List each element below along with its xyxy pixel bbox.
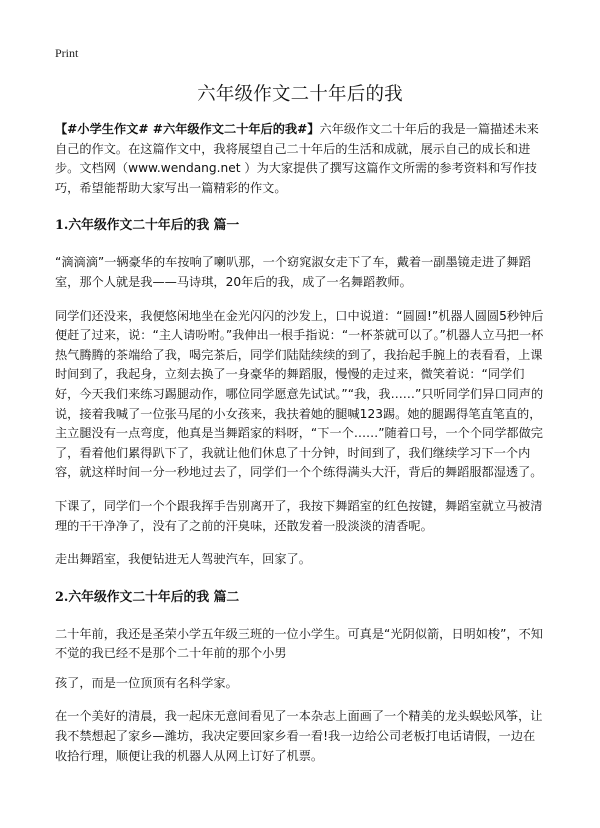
section-1-paragraph-4: 走出舞蹈室，我便钻进无人驾驶汽车，回家了。 xyxy=(55,552,311,567)
intro-tags: 【#小学生作文# #六年级作文二十年后的我#】 xyxy=(55,122,320,136)
document-title: 六年级作文二十年后的我 xyxy=(197,84,403,105)
section-1-paragraph-1: “滴滴滴”一辆豪华的车按响了喇叭那，一个窈窕淑女走下了车，戴着一副墨镜走进了舞蹈室，那个人就是我——马诗琪，20年后的我，成了一名舞蹈教师。 xyxy=(55,255,531,289)
section-2-paragraph-3: 在一个美好的清晨，我一起床无意间看见了一本杂志上面画了一个精美的龙头蜈蚣风筝，让我不禁想起了家乡—潍坊，我决定要回家乡看一看!我一边给公司老板打电话请假，一边在收拾行理，顺便让我的机器人从网上订好了机票。 xyxy=(55,709,543,763)
section-2-paragraph-2: 孩了，而是一位顶顶有名科学家。 xyxy=(55,675,238,690)
section-2-heading: 2.六年级作文二十年后的我 篇二 xyxy=(55,589,240,605)
section-1-paragraph-3: 下课了，同学们一个个跟我挥手告别离开了，我按下舞蹈室的红色按键，舞蹈室就立马被清理的干干净净了，没有了之前的汗臭味，还散发着一股淡淡的清香呢。 xyxy=(55,498,543,533)
document-body xyxy=(55,120,547,766)
section-1-paragraph-2: 同学们还没来，我便悠闲地坐在金光闪闪的沙发上，口中说道：“圆圆!”机器人圆圆5秒钟后便赶了过来，说：“主人请吩咐。”我伸出一根手指说：“一杯茶就可以了。”机器人立马把一杯热气腾腾的茶端给了我，喝完茶后，同学们陆陆续续的到了，我抬起手腕上的表看看，上课时间到了，我起身，立刻去换了一身豪华的舞蹈服，慢慢的走过来，微笑着说：“同学们好，今天我们来练习踢腿动作，哪位同学愿意先试试。”“我，我……”只听同学们异口同声的说，接着我喊了一位张马尾的小女孩来，我扶着她的腿喊123踢。她的腿踢得笔直笔直的，主立腿没有一点弯度，他真是当舞蹈家的料呀，“下一个……”随着口号，一个个同学都做完了，看着他们累得趴下了，我就让他们休息了十分钟，时间到了，我们继续学习下一个内容，就这样时间一分一秒地过去了，同学们一个个练得满头大汗，背后的舞蹈服都湿透了。 xyxy=(55,308,544,480)
intro-text: 六年级作文二十年后的我是一篇描述未来自己的作文。在这篇作文中，我将展望自己二十年后的生活和成就，展示自己的成长和进步。文档网（www.wendang.net ）为大家提供了撰写这篇作文所需的参考资料和写作技巧，希望能帮助大家写出一篇精彩的作文。 xyxy=(55,122,539,195)
intro-paragraph xyxy=(55,120,547,198)
section-2-paragraph-1: 二十年前，我还是圣荣小学五年级三班的一位小学生。可真是“光阴似箭，日明如梭”，不知不觉的我已经不是那个二十年前的那个小男 xyxy=(55,626,543,661)
section-1-heading: 1.六年级作文二十年后的我 篇一 xyxy=(55,218,240,234)
print-label: Print xyxy=(55,46,79,60)
